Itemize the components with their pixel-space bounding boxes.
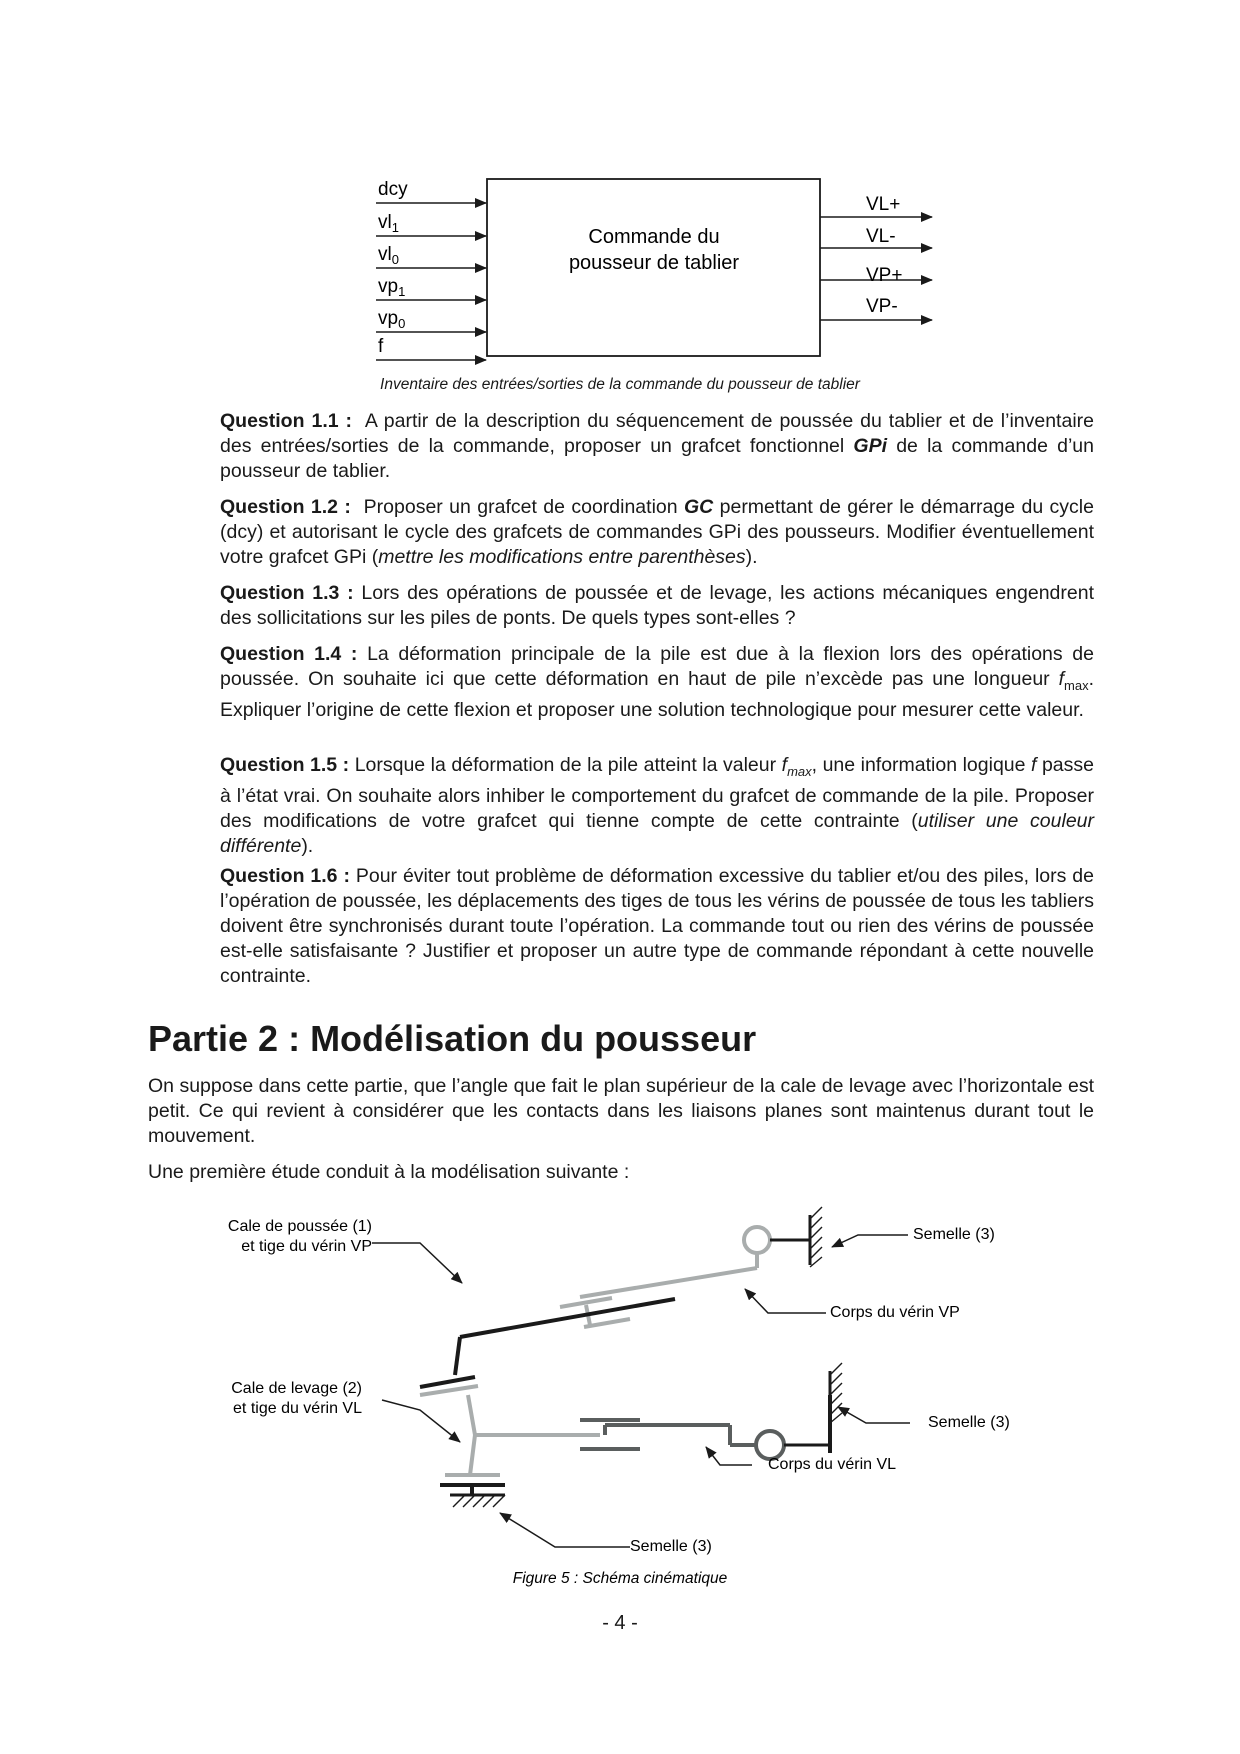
label-cale-levage-2: et tige du vérin VL [233,1400,362,1417]
input-label-vp0: $vp_0$ [378,308,406,331]
input-label-dcy: dcy [378,179,408,200]
question-emph: GC [683,496,714,518]
ground-hatch-bottom [450,1495,505,1507]
question-label: Question 1.3 : [220,582,354,604]
question-text-after: . Expliquer l’origine de cette flexion et proposer une solution technologique pour mesurer cette valeur. [220,668,1094,721]
label-semelle-mid: Semelle (3) [928,1414,1010,1431]
question-text-after: permettant de gérer le démarrage du cycle (dcy) et autorisant le cycle des grafcets de commandes GPi des pousseurs. Modifier éventuellement votre grafcet GPi ( [220,496,1094,568]
question-text: Lorsque la déformation de la pile atteint la valeur [354,754,782,776]
question-emph: GPi [853,435,888,457]
input-label-vl1: $vl_1$ [378,212,399,235]
output-label-vp-minus: VP- [866,296,898,317]
label-cale-poussee-2: et tige du vérin VP [241,1238,372,1255]
question-1-5 [220,753,1094,859]
io-diagram [0,170,1240,370]
question-text: La déformation principale de la pile est due à la flexion lors des opérations de poussée. On souhaite ici que cette déformation en haut de pile n’excède pas une longueur [220,643,1094,690]
question-text-end: ). [745,546,758,568]
io-caption: Inventaire des entrées/sorties de la commande du pousseur de tablier [380,376,860,393]
label-cale-poussee-1: Cale de poussée (1) [227,1218,372,1235]
figure-5-caption: Figure 5 : Schéma cinématique [512,1570,728,1587]
part-2-title: Partie 2 : Modélisation du pousseur [148,1018,757,1059]
vl-cylinder-body [580,1420,830,1459]
cale-poussee [420,1299,675,1387]
question-label: Question 1.1 : [220,410,353,432]
output-label-vl-minus: VL- [866,226,896,247]
question-italic: utiliser une couleur différente [220,809,1094,857]
question-1-2 [220,495,1094,570]
label-corps-vp: Corps du vérin VP [830,1304,960,1321]
question-italic: mettre les modifications entre parenthèses [378,546,746,568]
question-var: f [781,754,788,776]
question-label: Question 1.2 : [220,496,351,518]
question-text: A partir de la description du séquencement de poussée du tablier et de l’inventaire des entrées/sorties de la commande, proposer un grafcet fonctionnel [220,410,1094,457]
label-corps-vl: Corps du vérin VL [768,1456,897,1473]
question-1-3 [220,581,1094,631]
question-var2: f [1031,754,1037,776]
output-label-vl-plus: VL+ [866,194,901,215]
question-text: Proposer un grafcet de coordination [363,496,684,518]
output-label-vp-plus: VP+ [866,265,903,286]
question-text: Lors des opérations de poussée et de levage, les actions mécaniques engendrent des sollicitations sur les piles de ponts. De quels types sont-elles ? [220,582,1094,629]
question-text-after2: passe à l’état vrai. On souhaite alors inhiber le comportement du grafcet de commande de la pile. Proposer des modifications de votre grafcet qui tienne compte de cette contrainte ( [220,754,1094,832]
input-label-vp1: $vp_1$ [378,276,406,299]
question-var: f [1058,668,1065,690]
input-label-f: f [378,336,384,357]
question-label: Question 1.6 : [220,865,350,887]
page-number: - 4 - [602,1612,638,1634]
question-text: Pour éviter tout problème de déformation excessive du tablier et/ou des piles, lors de l’opération de poussée, les déplacements des tiges de tous les vérins de poussée de tous les tabliers doivent être synchronisés durant toute l’opération. La commande tout ou rien des vérins de poussée est-elle satisfaisante ? Justifier et proposer un autre type de commande répondant à cette nouvelle contrainte. [220,865,1094,987]
question-var-sub: max [787,763,812,779]
question-label: Question 1.4 : [220,643,358,665]
question-1-1 [220,409,1094,484]
question-text-end: ). [301,834,314,857]
question-1-4 [220,642,1094,723]
question-var-sub: max [1064,677,1089,693]
question-text-after: de la commande d’un pousseur de tablier. [220,435,1094,482]
cale-levage [420,1386,600,1475]
label-semelle-bottom: Semelle (3) [630,1538,712,1555]
label-cale-levage-1: Cale de levage (2) [231,1380,362,1397]
question-text-after: , une information logique [811,754,1032,776]
question-1-6 [220,864,1094,989]
input-label-vl0: $vl_0$ [378,244,399,267]
vp-cylinder-body [580,1227,810,1327]
part-2-lead: Une première étude conduit à la modélisation suivante : [148,1161,630,1183]
block-label-line2: pousseur de tablier [568,252,740,274]
question-label: Question 1.5 : [220,754,350,776]
block-label-line1: Commande du [588,226,720,248]
ground-hatch-top [810,1207,822,1267]
label-semelle-top: Semelle (3) [913,1226,995,1243]
part-2-intro: On suppose dans cette partie, que l’angle que fait le plan supérieur de la cale de levage avec l’horizontale est petit. Ce qui revient à considérer que les contacts dans les liaisons planes sont maintenus durant tout le mouvement. [148,1075,1094,1147]
kinematic-diagram [0,1195,1240,1605]
